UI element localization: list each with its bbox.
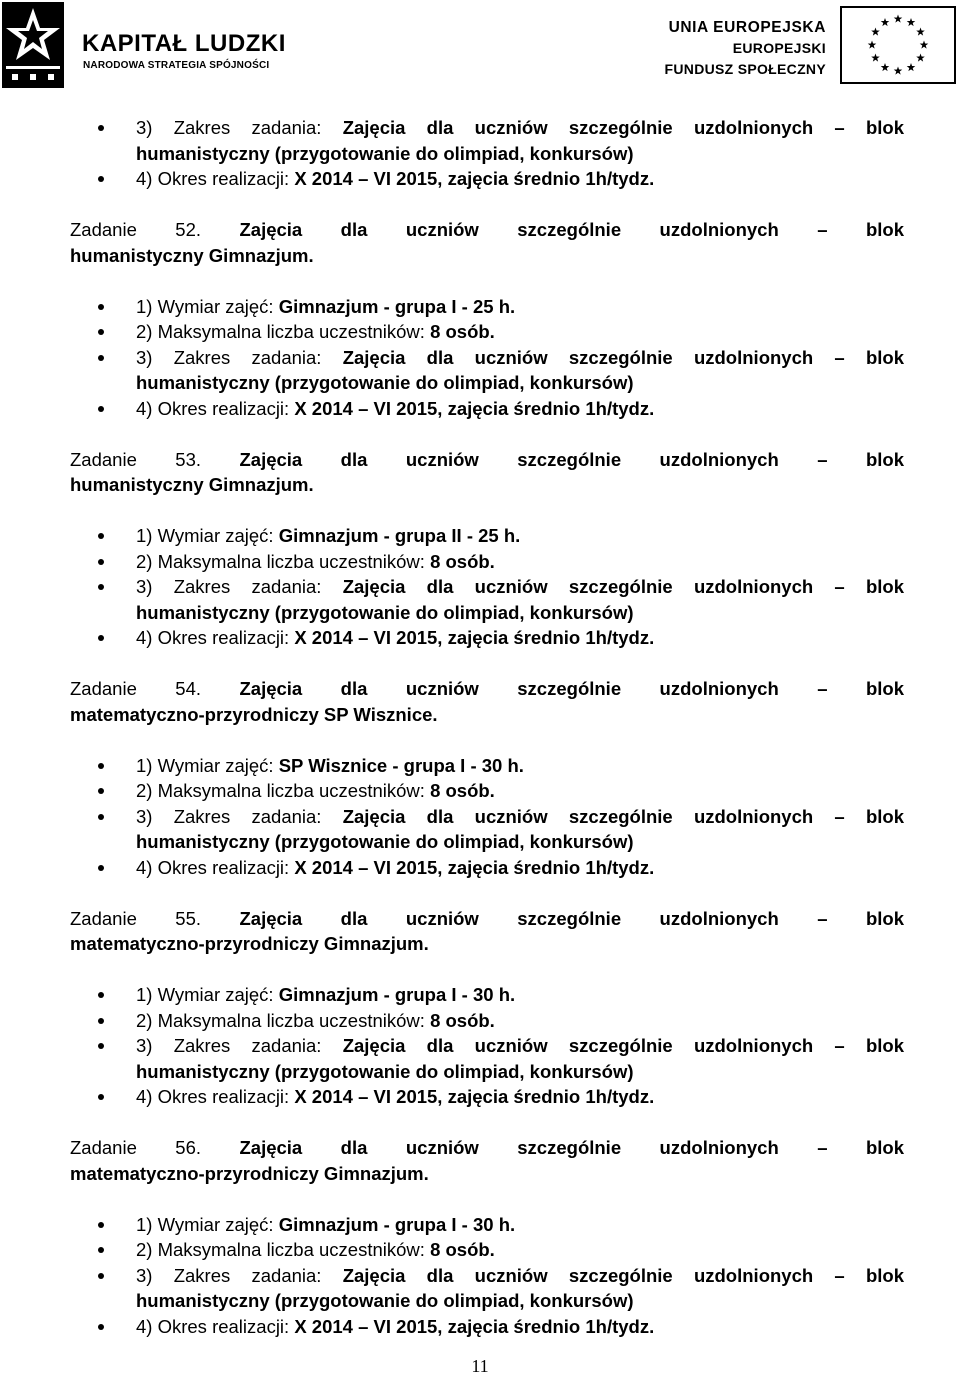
bullet-icon [98,763,104,769]
item-continuation: humanistyczny (przygotowanie do olimpiad, konkursów) [136,142,634,164]
list-item [70,1263,904,1289]
item-label: 4) Okres realizacji: [136,397,295,419]
item-label: 2) Maksymalna liczba uczestników: [136,1239,431,1260]
list-item [70,549,904,575]
bullet-icon [98,1222,104,1228]
bullet-icon [98,355,104,361]
bullet-icon [98,1043,104,1049]
kapital-ludzki-title: KAPITAŁ LUDZKI [82,30,286,57]
bullet-icon [98,635,104,641]
eu-star-icon [894,67,903,75]
list-item [70,294,904,320]
item-value: 8 osób. [430,780,495,801]
item-continuation: humanistyczny (przygotowanie do olimpiad, konkursów) [136,1060,634,1082]
bullet-icon [98,1018,104,1024]
list-item [70,1212,904,1238]
item-label: 1) Wymiar zajęć: [136,984,279,1005]
item-label: 2) Maksymalna liczba uczestników: [136,321,431,342]
task-number: Zadanie 55. [70,907,202,929]
item-label: 3) Zakres zadania: [136,346,343,368]
bullet-icon [98,125,104,131]
eu-star-icon [920,41,929,49]
item-label: 3) Zakres zadania: [136,1035,343,1056]
eu-star-icon [916,54,925,62]
list-item [70,1033,904,1059]
item-value: Zajęcia dla uczniów szczególnie uzdolnionych – blok [342,117,904,138]
spacer [70,192,904,218]
spacer [70,957,904,983]
item-value: Gimnazjum - grupa I - 30 h. [278,1213,516,1235]
bullet-icon [98,1247,104,1253]
task-number: Zadanie 53. [70,448,202,470]
task-title: Zajęcia dla uczniów szczególnie uzdolnionych – blok [239,219,904,240]
item-value: Gimnazjum - grupa I - 30 h. [278,984,516,1005]
task-title-continuation: humanistyczny Gimnazjum. [70,244,314,266]
eu-logo-text [665,17,826,80]
bullet-icon [98,1273,104,1279]
bullet-icon [98,1324,104,1330]
item-value: SP Wisznice - grupa I - 30 h. [278,754,524,776]
list-item [70,115,904,141]
bullet-icon [98,814,104,820]
item-label: 3) Zakres zadania: [136,1264,343,1286]
item-value: 8 osób. [430,1009,495,1031]
task-title: Zajęcia dla uczniów szczególnie uzdolnionych – blok [239,907,904,929]
spacer [70,727,904,753]
item-label: 4) Okres realizacji: [136,1315,295,1337]
list-item [70,625,904,651]
item-continuation: humanistyczny (przygotowanie do olimpiad, konkursów) [136,372,634,393]
item-continuation: humanistyczny (przygotowanie do olimpiad, konkursów) [136,831,634,852]
eu-logo-line2: EUROPEJSKI [732,40,826,56]
eu-star-icon [907,63,916,71]
item-label: 2) Maksymalna liczba uczestników: [136,780,431,801]
bullet-icon [98,176,104,182]
spacer [70,1186,904,1212]
task-title-continuation: humanistyczny Gimnazjum. [70,474,314,495]
task-heading [70,906,904,932]
item-label: 4) Okres realizacji: [136,1086,295,1107]
eu-star-icon [881,18,890,26]
item-value: Zajęcia dla uczniów szczególnie uzdolnionych – blok [342,346,904,368]
spacer [70,651,904,677]
bullet-icon [98,329,104,335]
eu-star-icon [894,15,903,23]
bullet-icon [98,584,104,590]
item-value: X 2014 – VI 2015, zajęcia średnio 1h/tydz. [294,856,655,878]
item-value: X 2014 – VI 2015, zajęcia średnio 1h/tydz. [294,1086,655,1107]
list-item [70,523,904,549]
item-label: 1) Wymiar zajęć: [136,754,279,776]
kapital-ludzki-subtitle: NARODOWA STRATEGIA SPÓJNOŚCI [83,60,270,71]
eu-star-icon [881,63,890,71]
eu-star-icon [907,18,916,26]
spacer [70,421,904,447]
bullet-icon [98,992,104,998]
list-item [70,753,904,779]
list-item [70,1314,904,1340]
task-heading [70,1135,904,1161]
kapital-ludzki-star-icon [2,2,64,88]
item-label: 4) Okres realizacji: [136,627,295,648]
list-item [70,574,904,600]
list-item [70,345,904,371]
eu-star-icon [871,54,880,62]
task-number: Zadanie 52. [70,219,202,240]
item-label: 3) Zakres zadania: [136,576,343,597]
item-value: X 2014 – VI 2015, zajęcia średnio 1h/tydz. [294,1315,655,1337]
item-value: Zajęcia dla uczniów szczególnie uzdolnionych – blok [342,805,904,827]
item-value: Gimnazjum - grupa I - 25 h. [278,295,516,317]
spacer [70,880,904,906]
list-item [70,319,904,345]
list-item [70,804,904,830]
list-item [70,1084,904,1110]
item-value: Zajęcia dla uczniów szczególnie uzdolnionych – blok [342,576,904,597]
item-continuation: humanistyczny (przygotowanie do olimpiad, konkursów) [136,1290,634,1311]
item-continuation: humanistyczny (przygotowanie do olimpiad, konkursów) [136,601,634,623]
task-heading [70,217,904,243]
bullet-icon [98,788,104,794]
bullet-icon [98,304,104,310]
spacer [70,1110,904,1136]
eu-flag-icon [840,6,956,84]
item-value: Zajęcia dla uczniów szczególnie uzdolnionych – blok [342,1264,904,1286]
task-title-continuation: matematyczno-przyrodniczy SP Wisznice. [70,703,438,725]
list-item [70,396,904,422]
bullet-icon [98,533,104,539]
list-item [70,1008,904,1034]
bullet-icon [98,559,104,565]
eu-star-icon [916,28,925,36]
list-item [70,166,904,192]
task-heading [70,676,904,702]
task-heading [70,447,904,473]
item-label: 3) Zakres zadania: [136,117,343,138]
task-title: Zajęcia dla uczniów szczególnie uzdolnionych – blok [239,448,904,470]
list-item [70,855,904,881]
task-title-continuation: matematyczno-przyrodniczy Gimnazjum. [70,1162,429,1184]
item-value: X 2014 – VI 2015, zajęcia średnio 1h/tydz. [294,627,655,648]
list-item [70,982,904,1008]
item-value: X 2014 – VI 2015, zajęcia średnio 1h/tydz. [294,168,655,189]
bullet-icon [98,1094,104,1100]
item-value: Gimnazjum - grupa II - 25 h. [278,525,521,546]
list-item [70,778,904,804]
document-body [70,115,904,1339]
item-label: 1) Wymiar zajęć: [136,295,279,317]
item-value: X 2014 – VI 2015, zajęcia średnio 1h/tydz. [294,397,655,419]
page-number: 11 [471,1356,489,1376]
eu-logo-line1: UNIA EUROPEJSKA [668,19,826,36]
eu-star-icon [871,28,880,36]
task-title: Zajęcia dla uczniów szczególnie uzdolnionych – blok [239,678,904,699]
spacer [70,268,904,294]
list-item [70,1237,904,1263]
item-label: 4) Okres realizacji: [136,856,295,878]
spacer [70,498,904,524]
bullet-icon [98,865,104,871]
item-value: 8 osób. [430,1239,495,1260]
eu-logo-line3: FUNDUSZ SPOŁECZNY [664,61,826,77]
task-title-continuation: matematyczno-przyrodniczy Gimnazjum. [70,933,429,954]
item-value: 8 osób. [430,321,495,342]
item-label: 2) Maksymalna liczba uczestników: [136,550,431,572]
bullet-icon [98,406,104,412]
item-value: Zajęcia dla uczniów szczególnie uzdolnionych – blok [342,1035,904,1056]
eu-star-icon [868,41,877,49]
page-header [0,0,960,92]
task-number: Zadanie 54. [70,678,202,699]
item-label: 1) Wymiar zajęć: [136,525,279,546]
item-label: 3) Zakres zadania: [136,805,343,827]
item-value: 8 osób. [430,550,495,572]
item-label: 1) Wymiar zajęć: [136,1213,279,1235]
item-label: 2) Maksymalna liczba uczestników: [136,1009,431,1031]
task-number: Zadanie 56. [70,1137,202,1158]
task-title: Zajęcia dla uczniów szczególnie uzdolnionych – blok [239,1137,904,1158]
item-label: 4) Okres realizacji: [136,168,295,189]
